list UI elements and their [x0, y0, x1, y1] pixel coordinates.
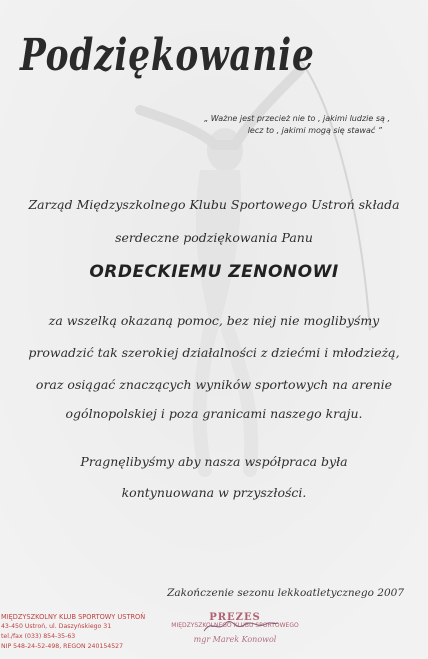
club-address-stamp [1, 612, 145, 652]
stamp-org: MIĘDZYSZKOLNEGO KLUBU SPORTOWEGO [171, 622, 299, 629]
season-note: Zakończenie sezonu lekkoatletycznego 2007 [167, 587, 404, 599]
body-line-4: prowadzić tak szerokiej działalności z dziećmi i młodzieżą, [28, 345, 400, 360]
motto-line-2: lecz to , jakimi mogą się stawać ” [247, 126, 382, 135]
body-line-1: Zarząd Międzyszkolnego Klubu Sportowego Ustroń składa [28, 197, 400, 212]
handwritten-signature [200, 615, 280, 637]
body-line-8: kontynuowana w przyszłości. [121, 485, 307, 500]
stamp-person: mgr Marek Konowol [193, 635, 277, 644]
body-line-2: serdeczne podziękowania Panu [115, 230, 313, 245]
body-line-7: Pragnęlibyśmy aby nasza współpraca była [80, 454, 348, 469]
stamp-role: PREZES [209, 612, 261, 623]
club-address: 43-450 Ustroń, ul. Daszyńskiego 31 [1, 623, 112, 630]
body-line-3: za wszelką okazaną pomoc, bez niej nie moglibyśmy [48, 313, 380, 328]
club-phone: tel./fax (033) 854-35-63 [1, 633, 76, 640]
body-line-5: oraz osiągać znaczących wyników sportowych na arenie [35, 377, 393, 392]
body-line-6: ogólnopolskiej i poza granicami naszego kraju. [65, 406, 363, 421]
club-name: MIĘDZYSZKOLNY KLUB SPORTOWY USTROŃ [1, 613, 146, 621]
document-title: Podziękowanie [20, 30, 315, 81]
club-ids: NIP 548-24-52-498, REGON 240154527 [1, 643, 124, 650]
motto-line-1: „ Ważne jest przecież nie to , jakimi ludzie są , [204, 114, 390, 123]
motto-quote [204, 113, 390, 137]
recipient-name: ORDECKIEMU ZENONOWI [89, 262, 339, 282]
